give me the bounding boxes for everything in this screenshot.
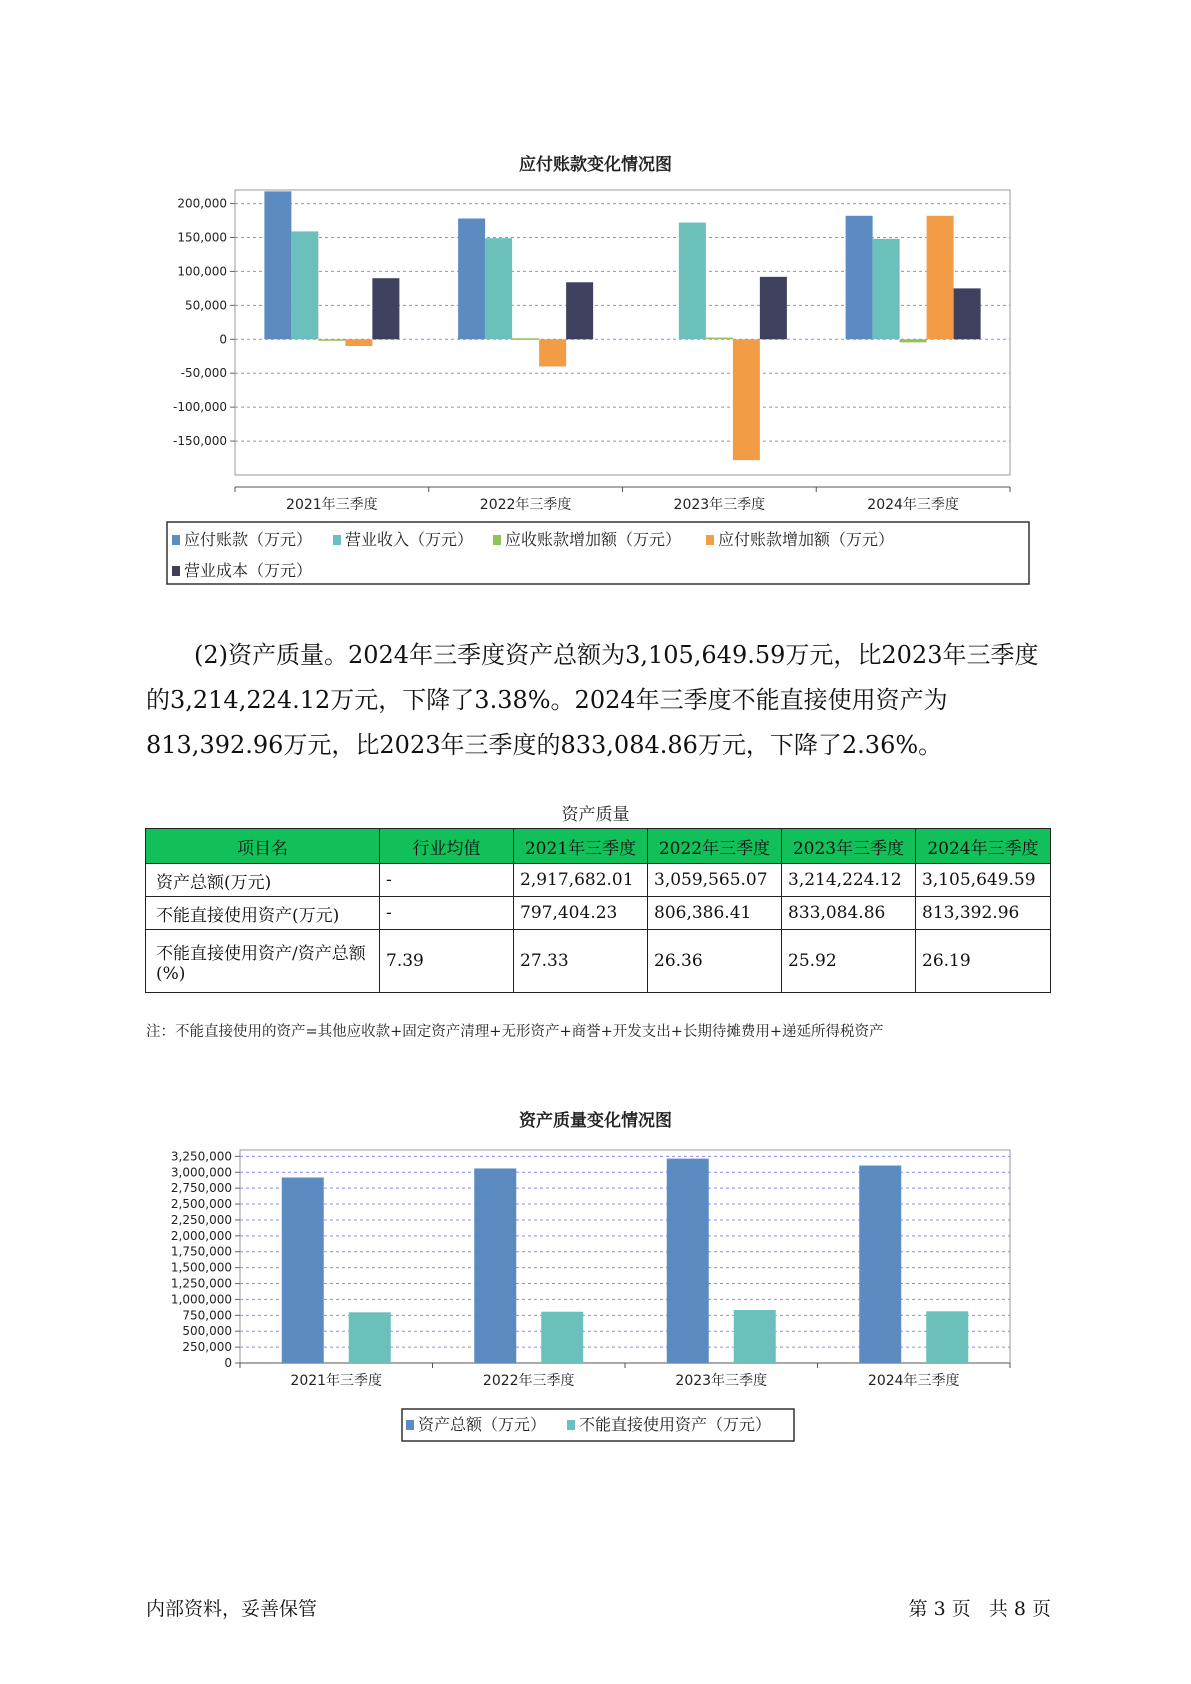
header-item: 项目名 xyxy=(146,829,380,864)
y-tick-label: 1,500,000 xyxy=(170,1260,232,1275)
chart2-asset-quality-chart xyxy=(0,1100,1191,1560)
cell: 26.19 xyxy=(916,930,1051,993)
bar xyxy=(318,339,345,341)
bar xyxy=(733,339,760,460)
header-industry-avg: 行业均值 xyxy=(380,829,514,864)
footer-page-number: 第 3 页 共 8 页 xyxy=(908,1598,1051,1620)
cell: 3,105,649.59 xyxy=(916,864,1051,897)
header-2024q3: 2024年三季度 xyxy=(916,829,1051,864)
bar xyxy=(927,216,954,339)
bar xyxy=(679,223,706,340)
x-tick-label: 2023年三季度 xyxy=(673,497,766,513)
bar xyxy=(291,231,318,339)
chart2-title: 资产质量变化情况图 xyxy=(519,1111,672,1131)
bar xyxy=(349,1312,391,1363)
y-tick-label: 500,000 xyxy=(182,1324,232,1339)
bar xyxy=(734,1310,776,1363)
y-tick-label: 150,000 xyxy=(177,230,227,245)
bar xyxy=(566,282,593,339)
bar xyxy=(926,1311,968,1363)
bar xyxy=(900,339,927,342)
legend-swatch xyxy=(406,1420,414,1430)
table-row xyxy=(146,930,1051,993)
bar xyxy=(512,338,539,340)
legend-label: 营业成本（万元） xyxy=(184,561,313,580)
table-row xyxy=(146,864,1051,897)
y-tick-label: -150,000 xyxy=(173,434,227,449)
bar xyxy=(667,1159,709,1363)
bar xyxy=(846,216,873,339)
y-tick-label: 1,000,000 xyxy=(170,1292,232,1307)
y-tick-label: 1,750,000 xyxy=(170,1244,232,1259)
legend-swatch xyxy=(172,535,180,545)
cell: 3,059,565.07 xyxy=(648,864,782,897)
legend-label: 不能直接使用资产（万元） xyxy=(579,1415,772,1434)
bar xyxy=(264,191,291,339)
table-row xyxy=(146,897,1051,930)
table-header-row xyxy=(146,829,1051,864)
x-tick-label: 2021年三季度 xyxy=(290,1373,383,1389)
cell: 833,084.86 xyxy=(782,897,916,930)
legend-label: 营业收入（万元） xyxy=(345,530,474,549)
cell: 27.33 xyxy=(514,930,648,993)
legend-swatch xyxy=(333,535,341,545)
y-tick-label: 1,250,000 xyxy=(170,1276,232,1291)
legend-swatch xyxy=(706,535,714,545)
header-2022q3: 2022年三季度 xyxy=(648,829,782,864)
x-tick-label: 2022年三季度 xyxy=(482,1373,575,1389)
bar xyxy=(474,1168,516,1363)
bar xyxy=(954,288,981,339)
bar xyxy=(873,239,900,339)
y-tick-label: 50,000 xyxy=(185,298,227,313)
bar xyxy=(345,339,372,346)
y-tick-label: 3,000,000 xyxy=(170,1165,232,1180)
legend-label: 资产总额（万元） xyxy=(418,1415,547,1434)
legend-swatch xyxy=(567,1420,575,1430)
chart1-payables-chart xyxy=(0,0,1191,600)
legend-label: 应付账款（万元） xyxy=(184,530,313,549)
bar xyxy=(541,1312,583,1363)
asset-quality-paragraph xyxy=(146,633,1061,768)
legend-swatch xyxy=(493,535,501,545)
x-tick-label: 2022年三季度 xyxy=(479,497,572,513)
legend-swatch xyxy=(172,566,180,576)
bar xyxy=(485,238,512,339)
paragraph-text: (2)资产质量。2024年三季度资产总额为3,105,649.59万元，比2023年三季度的3,214,224.12万元，下降了3.38%。2024年三季度不能直接使用资产为813,392.96万元，比2023年三季度的833,084.86万元，下降了2.36%。 xyxy=(146,641,1039,759)
x-tick-label: 2021年三季度 xyxy=(286,497,378,513)
bar xyxy=(458,219,485,340)
y-tick-label: 0 xyxy=(224,1356,232,1370)
y-tick-label: 2,250,000 xyxy=(170,1212,232,1227)
bar xyxy=(859,1166,901,1363)
y-tick-label: 2,750,000 xyxy=(170,1181,232,1196)
cell: 7.39 xyxy=(380,930,514,993)
asset-quality-table xyxy=(145,828,1051,993)
bar xyxy=(372,278,399,339)
y-tick-label: 100,000 xyxy=(177,264,227,279)
y-tick-label: 2,000,000 xyxy=(170,1228,232,1243)
bar xyxy=(760,277,787,339)
y-tick-label: 250,000 xyxy=(182,1340,232,1355)
y-tick-label: 3,250,000 xyxy=(170,1149,232,1164)
y-tick-label: -50,000 xyxy=(180,366,227,381)
cell: 3,214,224.12 xyxy=(782,864,916,897)
x-tick-label: 2023年三季度 xyxy=(675,1373,768,1389)
row-label: 资产总额(万元) xyxy=(146,864,380,897)
cell: 2,917,682.01 xyxy=(514,864,648,897)
cell: 26.36 xyxy=(648,930,782,993)
y-tick-label: -100,000 xyxy=(173,400,227,415)
chart1-title: 应付账款变化情况图 xyxy=(519,155,672,175)
bar xyxy=(706,338,733,340)
legend-label: 应收账款增加额（万元） xyxy=(505,530,682,549)
y-tick-label: 200,000 xyxy=(177,196,227,211)
cell: - xyxy=(380,897,514,930)
cell: 806,386.41 xyxy=(648,897,782,930)
y-tick-label: 2,500,000 xyxy=(170,1197,232,1212)
table-caption: 资产质量 xyxy=(561,805,630,825)
x-tick-label: 2024年三季度 xyxy=(867,1373,960,1389)
cell: 797,404.23 xyxy=(514,897,648,930)
bar xyxy=(282,1177,324,1363)
header-2023q3: 2023年三季度 xyxy=(782,829,916,864)
cell: 813,392.96 xyxy=(916,897,1051,930)
table-note: 注：不能直接使用的资产=其他应收款+固定资产清理+无形资产+商誉+开发支出+长期待摊费用+递延所得税资产 xyxy=(146,1024,884,1040)
cell: 25.92 xyxy=(782,930,916,993)
cell: - xyxy=(380,864,514,897)
x-tick-label: 2024年三季度 xyxy=(867,497,959,513)
row-label: 不能直接使用资产/资产总额(%) xyxy=(146,930,380,993)
bar xyxy=(539,339,566,366)
y-tick-label: 750,000 xyxy=(182,1308,232,1323)
footer-left: 内部资料，妥善保管 xyxy=(146,1598,318,1620)
row-label: 不能直接使用资产(万元) xyxy=(146,897,380,930)
header-2021q3: 2021年三季度 xyxy=(514,829,648,864)
legend-label: 应付账款增加额（万元） xyxy=(718,530,895,549)
y-tick-label: 0 xyxy=(219,332,227,347)
